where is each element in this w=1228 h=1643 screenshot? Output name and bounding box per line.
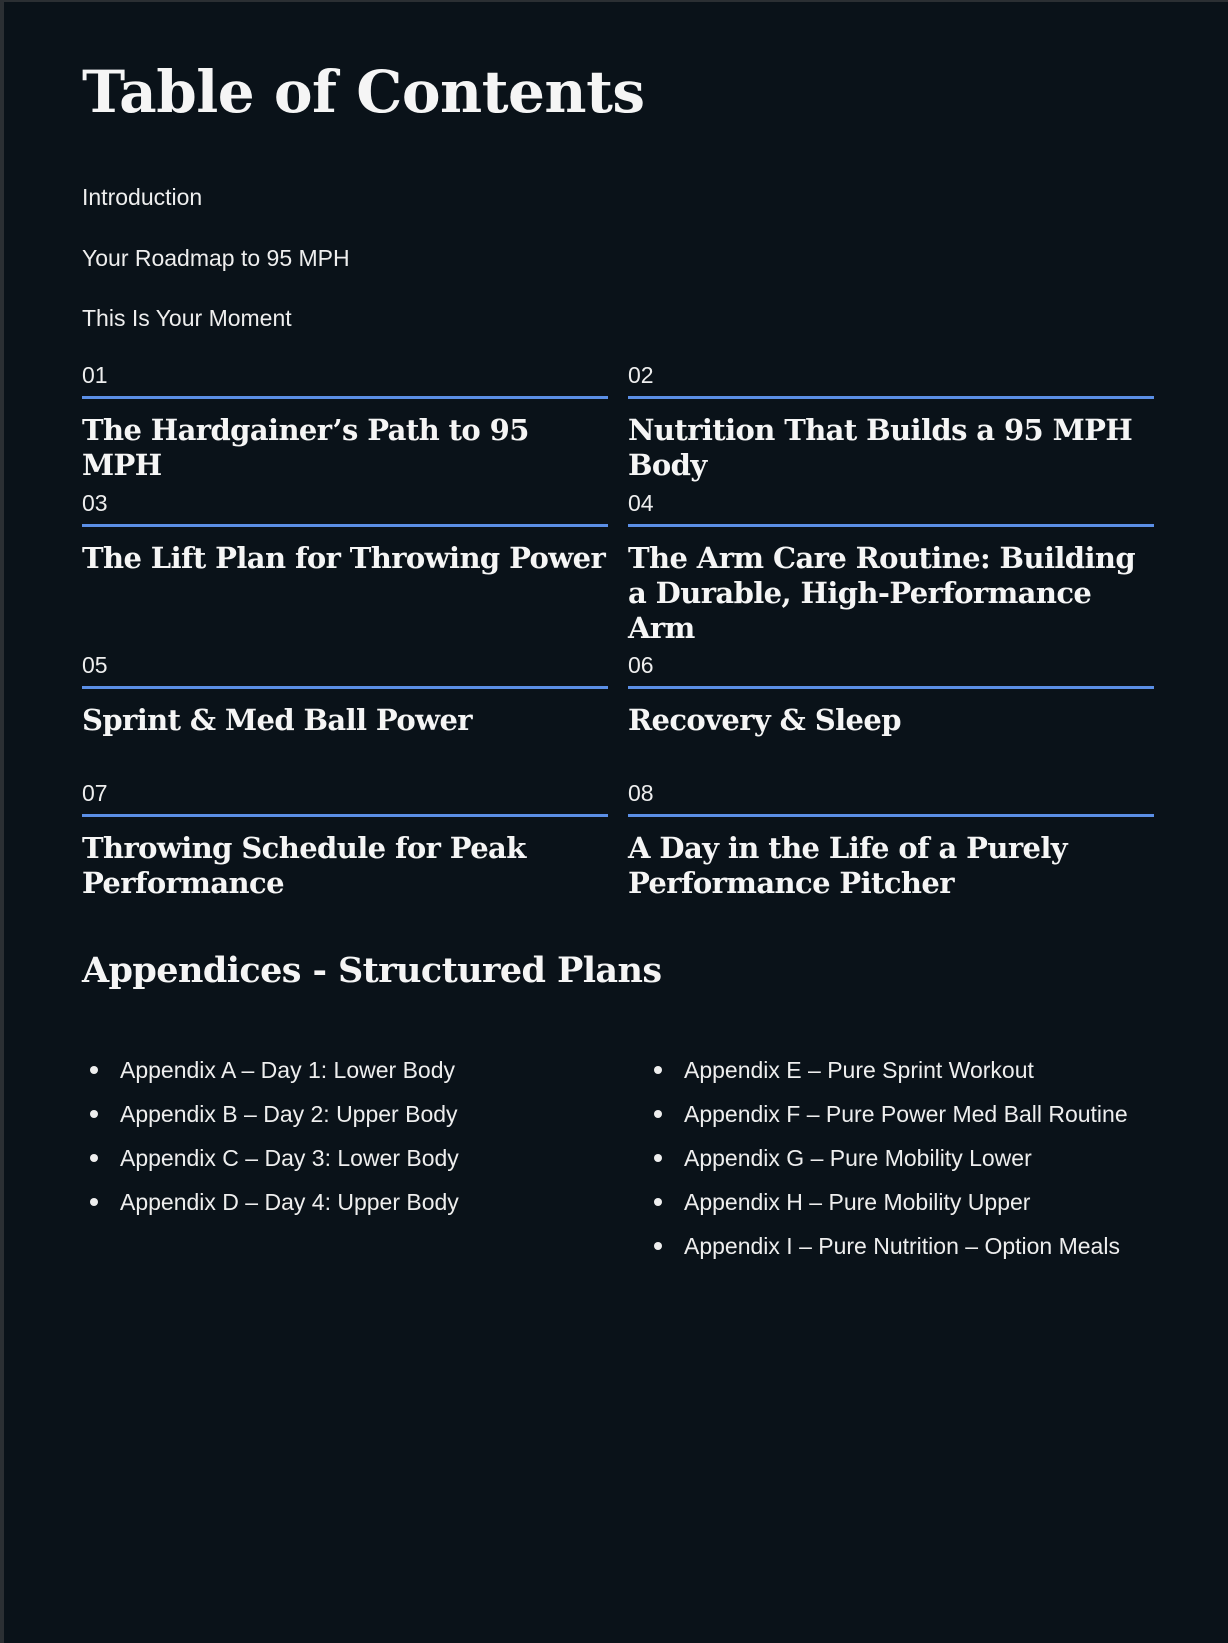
bullet-icon: [654, 1198, 662, 1206]
appendix-list-right: [648, 1052, 1128, 1272]
appendices-heading: Appendices - Structured Plans: [82, 950, 662, 991]
chapter-number: 06: [628, 652, 654, 678]
appendix-item-f[interactable]: [648, 1096, 1128, 1140]
chapter-entry[interactable]: [82, 492, 608, 576]
appendix-label: Appendix A – Day 1: Lower Body: [120, 1057, 455, 1083]
appendix-label: Appendix B – Day 2: Upper Body: [120, 1101, 458, 1127]
chapter-entry[interactable]: [82, 654, 608, 738]
chapter-number: 02: [628, 362, 654, 388]
chapter-divider: [628, 686, 1154, 689]
appendix-item-g[interactable]: [648, 1140, 1128, 1184]
chapter-divider: [628, 814, 1154, 817]
chapter-entry[interactable]: [628, 654, 1154, 738]
appendix-item-c[interactable]: [84, 1140, 459, 1184]
chapter-title[interactable]: Throwing Schedule for Peak Performance: [82, 831, 526, 900]
toc-link-this-is-your-moment[interactable]: This Is Your Moment: [82, 305, 292, 331]
bullet-icon: [654, 1110, 662, 1118]
chapter-number: 07: [82, 780, 108, 806]
appendix-label: Appendix F – Pure Power Med Ball Routine: [684, 1101, 1128, 1127]
chapter-number: 04: [628, 490, 654, 516]
chapter-number: 03: [82, 490, 108, 516]
chapter-divider: [628, 524, 1154, 527]
bullet-icon: [654, 1066, 662, 1074]
appendix-label: Appendix E – Pure Sprint Workout: [684, 1057, 1034, 1083]
appendix-list-left: [84, 1052, 459, 1228]
page-title: Table of Contents: [82, 58, 645, 126]
chapter-entry[interactable]: [82, 364, 608, 483]
chapter-title[interactable]: Nutrition That Builds a 95 MPH Body: [628, 413, 1133, 482]
bullet-icon: [90, 1066, 98, 1074]
chapter-entry[interactable]: [628, 782, 1154, 901]
appendix-item-d[interactable]: [84, 1184, 459, 1228]
appendix-label: Appendix D – Day 4: Upper Body: [120, 1189, 459, 1215]
chapter-number: 01: [82, 362, 108, 388]
appendix-item-e[interactable]: [648, 1052, 1128, 1096]
appendix-item-h[interactable]: [648, 1184, 1128, 1228]
appendix-label: Appendix H – Pure Mobility Upper: [684, 1189, 1031, 1215]
chapter-title[interactable]: The Hardgainer’s Path to 95 MPH: [82, 413, 529, 482]
chapter-entry[interactable]: [628, 364, 1154, 483]
chapter-number: 05: [82, 652, 108, 678]
appendix-item-a[interactable]: [84, 1052, 459, 1096]
chapter-divider: [628, 396, 1154, 399]
bullet-icon: [654, 1154, 662, 1162]
chapter-title[interactable]: A Day in the Life of a Purely Performance Pitcher: [628, 831, 1068, 900]
appendix-label: Appendix C – Day 3: Lower Body: [120, 1145, 459, 1171]
chapter-divider: [82, 686, 608, 689]
toc-link-roadmap[interactable]: Your Roadmap to 95 MPH: [82, 245, 350, 271]
chapter-title[interactable]: The Arm Care Routine: Building a Durable, High-Performance Arm: [628, 541, 1136, 645]
bullet-icon: [90, 1154, 98, 1162]
appendix-label: Appendix I – Pure Nutrition – Option Meals: [684, 1233, 1120, 1259]
chapter-divider: [82, 396, 608, 399]
chapter-entry[interactable]: [82, 782, 608, 901]
bullet-icon: [90, 1198, 98, 1206]
chapter-divider: [82, 524, 608, 527]
chapter-entry[interactable]: [628, 492, 1154, 646]
chapter-title[interactable]: The Lift Plan for Throwing Power: [82, 541, 606, 575]
toc-link-introduction[interactable]: Introduction: [82, 184, 203, 210]
bullet-icon: [654, 1242, 662, 1250]
bullet-icon: [90, 1110, 98, 1118]
chapter-title[interactable]: Recovery & Sleep: [628, 703, 901, 737]
appendix-item-i[interactable]: [648, 1228, 1128, 1272]
chapter-number: 08: [628, 780, 654, 806]
appendix-item-b[interactable]: [84, 1096, 459, 1140]
chapter-title[interactable]: Sprint & Med Ball Power: [82, 703, 472, 737]
appendix-label: Appendix G – Pure Mobility Lower: [684, 1145, 1032, 1171]
chapter-divider: [82, 814, 608, 817]
